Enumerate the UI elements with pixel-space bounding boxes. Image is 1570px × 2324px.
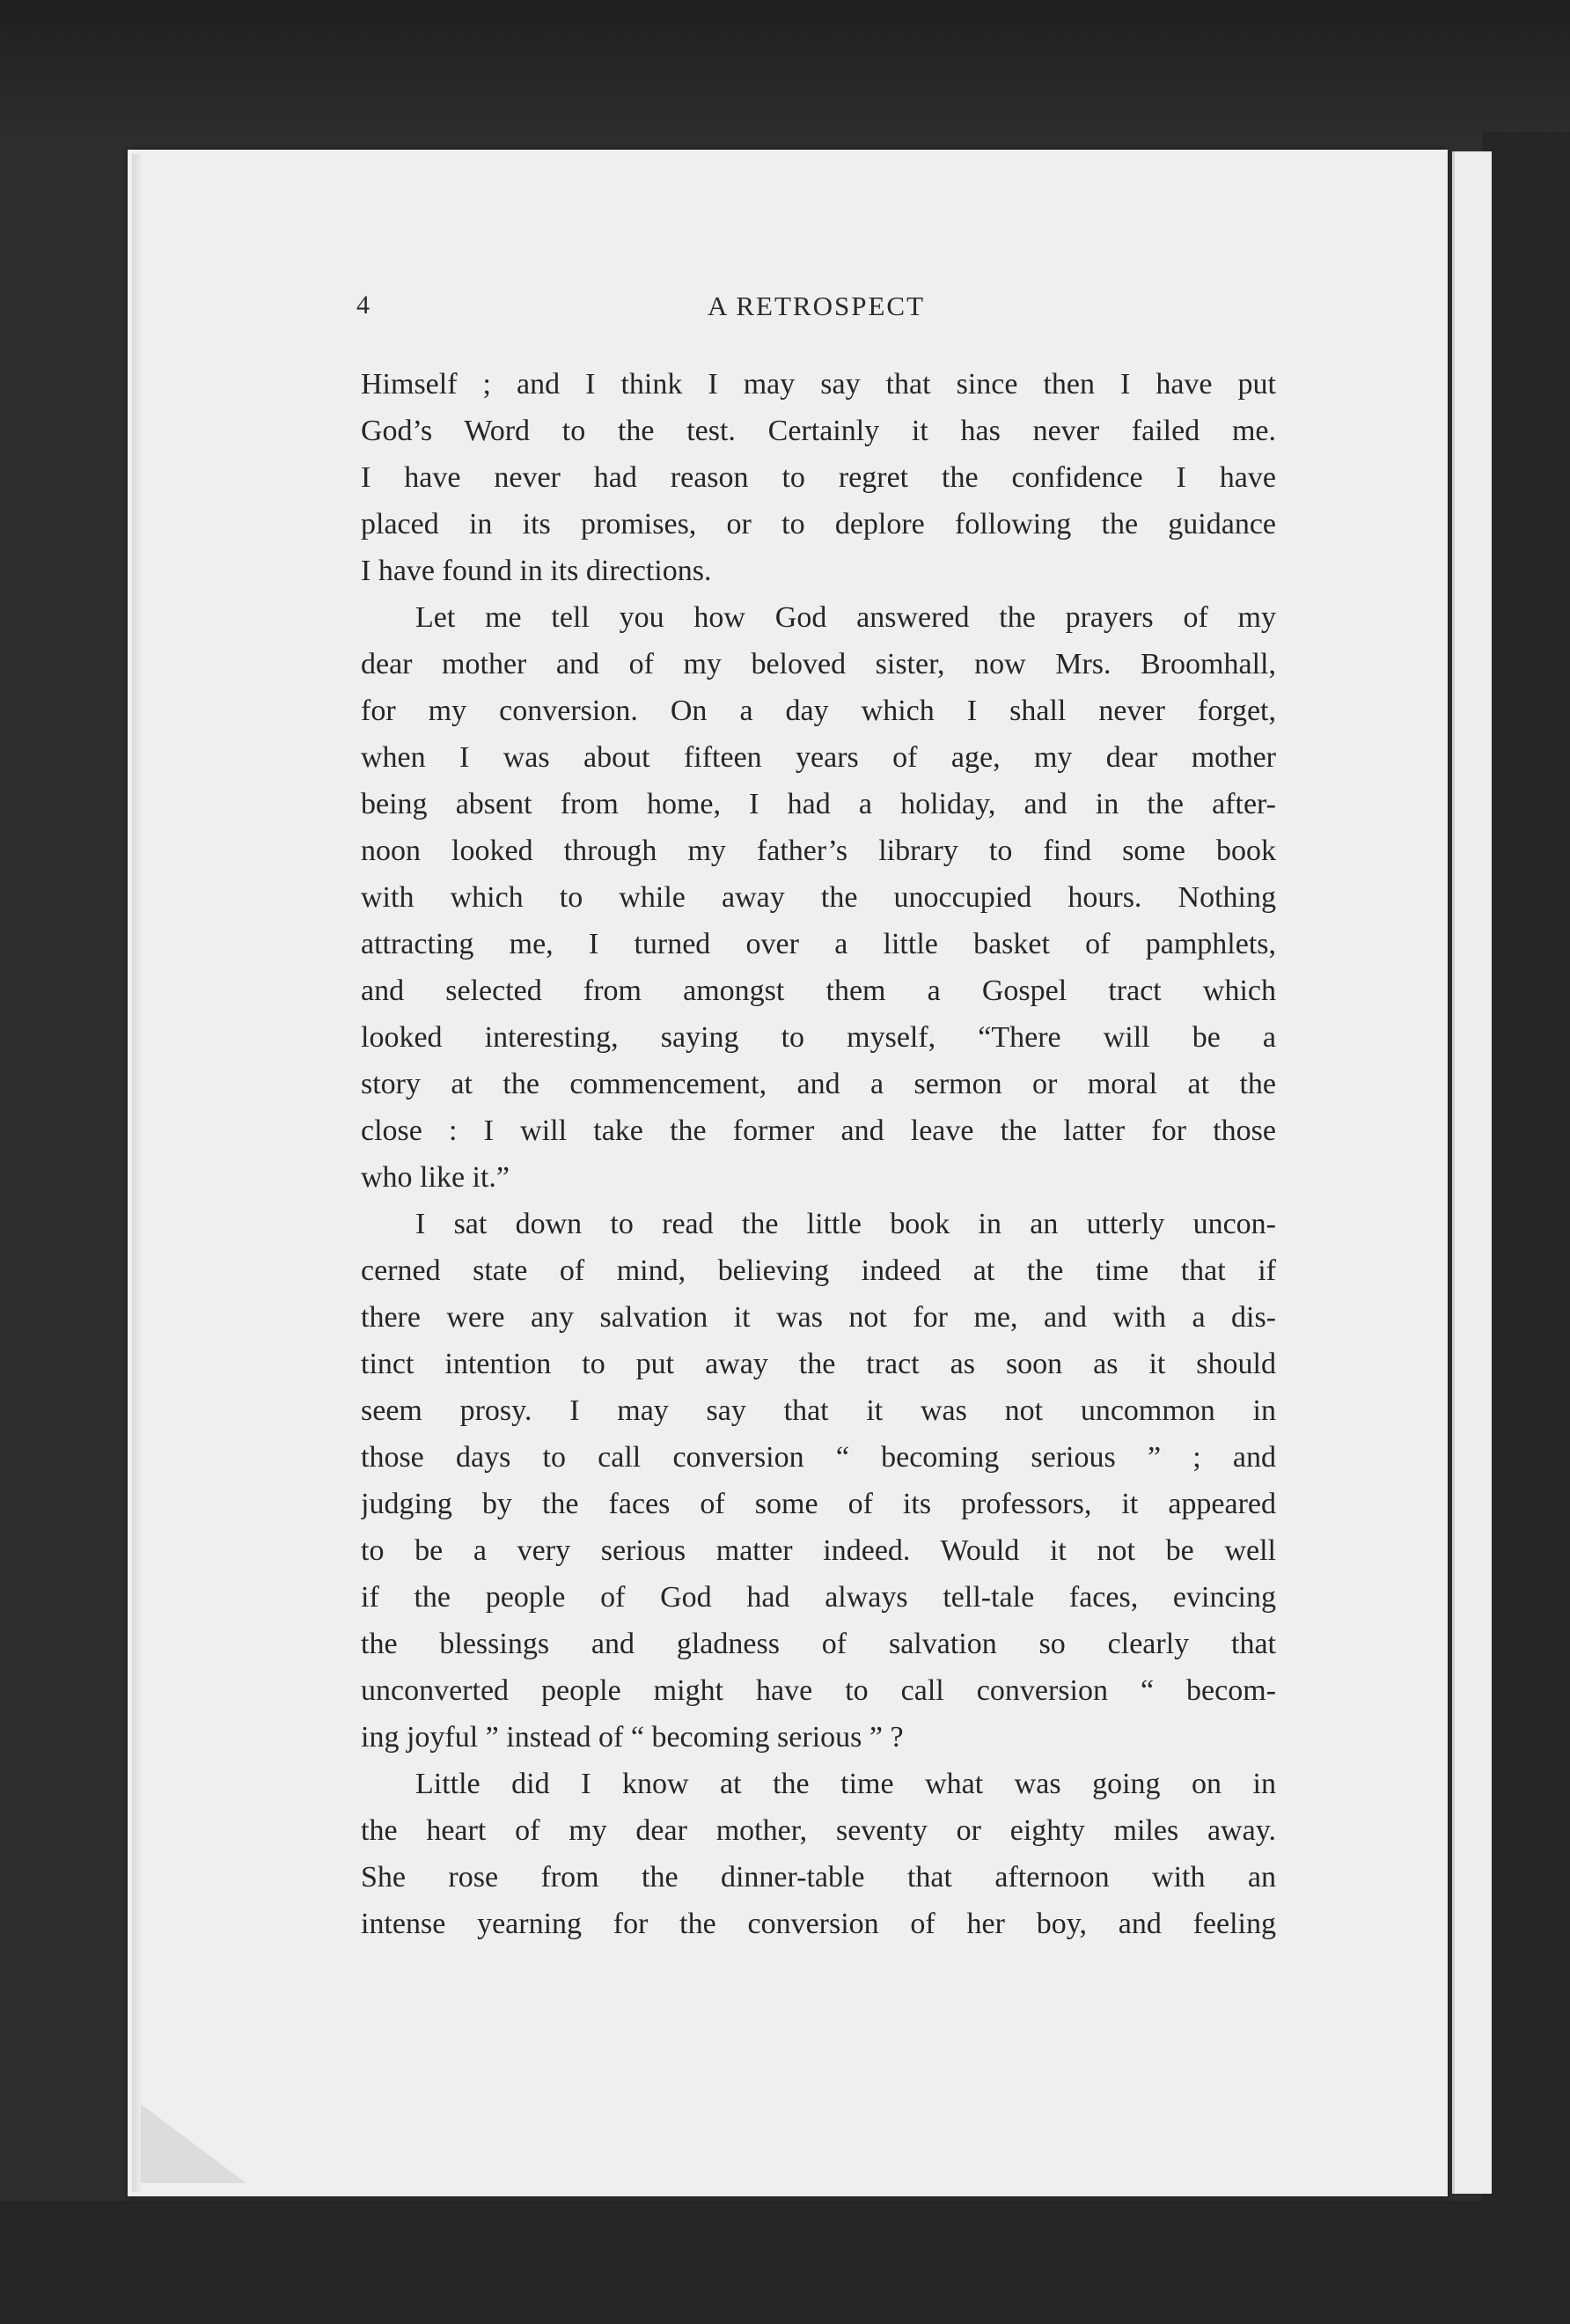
text-line: cerned state of mind, believing indeed at the time that if <box>361 1254 1276 1287</box>
text-line: tinct intention to put away the tract as soon as it should <box>361 1348 1276 1380</box>
text-line: unconverted people might have to call conversion “ becom- <box>361 1674 1276 1707</box>
text-line: for my conversion. On a day which I shall never forget, <box>361 695 1276 727</box>
page-number: 4 <box>356 290 370 320</box>
text-line: dear mother and of my beloved sister, now Mrs. Broomhall, <box>361 648 1276 680</box>
running-head: A RETROSPECT <box>707 290 926 321</box>
text-line: when I was about fifteen years of age, my dear mother <box>361 741 1276 774</box>
text-line: story at the commencement, and a sermon or moral at the <box>361 1068 1276 1100</box>
text-line: if the people of God had always tell-tale faces, evincing <box>361 1581 1276 1614</box>
text-line: noon looked through my father’s library to find some book <box>361 835 1276 867</box>
text-line: close : I will take the former and leave the latter for those <box>361 1114 1276 1147</box>
text-line: with which to while away the unoccupied hours. Nothing <box>361 881 1276 914</box>
text-line: I have found in its directions. <box>361 555 712 587</box>
body-text <box>361 361 1276 1947</box>
text-line: to be a very serious matter indeed. Would it not be well <box>361 1534 1276 1567</box>
text-line: placed in its promises, or to deplore following the guidance <box>361 508 1276 541</box>
text-line: ing joyful ” instead of “ becoming serious ” ? <box>361 1721 904 1754</box>
text-line: the heart of my dear mother, seventy or eighty miles away. <box>361 1814 1276 1847</box>
text-line: seem prosy. I may say that it was not uncommon in <box>361 1394 1276 1427</box>
text-line: Let me tell you how God answered the prayers of my <box>415 601 1276 634</box>
text-line: judging by the faces of some of its professors, it appeared <box>361 1488 1276 1520</box>
scan-backdrop-top <box>0 0 1570 154</box>
text-line: there were any salvation it was not for me, and with a dis- <box>361 1301 1276 1334</box>
text-line: I sat down to read the little book in an utterly uncon- <box>415 1208 1276 1240</box>
text-line: being absent from home, I had a holiday, and in the after- <box>361 788 1276 820</box>
scan-backdrop-right <box>1482 132 1570 2324</box>
text-line: and selected from amongst them a Gospel tract which <box>361 974 1276 1007</box>
page-edge-shadow <box>132 154 143 2192</box>
text-line: looked interesting, saying to myself, “There will be a <box>361 1021 1276 1054</box>
text-line: attracting me, I turned over a little basket of pamphlets, <box>361 928 1276 960</box>
text-line: I have never had reason to regret the confidence I have <box>361 461 1276 494</box>
text-line: those days to call conversion “ becoming serious ” ; and <box>361 1441 1276 1474</box>
text-line: She rose from the dinner-table that afternoon with an <box>361 1861 1276 1894</box>
facing-page-edge <box>1452 151 1492 2194</box>
text-line: Himself ; and I think I may say that since then I have put <box>361 368 1276 401</box>
text-line: Little did I know at the time what was going on in <box>415 1768 1276 1800</box>
text-line: the blessings and gladness of salvation so clearly that <box>361 1628 1276 1660</box>
page-header <box>356 290 1276 330</box>
text-line: who like it.” <box>361 1161 510 1194</box>
scan-backdrop-bottom <box>0 2201 1570 2324</box>
text-line: intense yearning for the conversion of her boy, and feeling <box>361 1908 1276 1940</box>
folded-page-corner <box>141 2104 246 2183</box>
text-line: God’s Word to the test. Certainly it has never failed me. <box>361 415 1276 447</box>
